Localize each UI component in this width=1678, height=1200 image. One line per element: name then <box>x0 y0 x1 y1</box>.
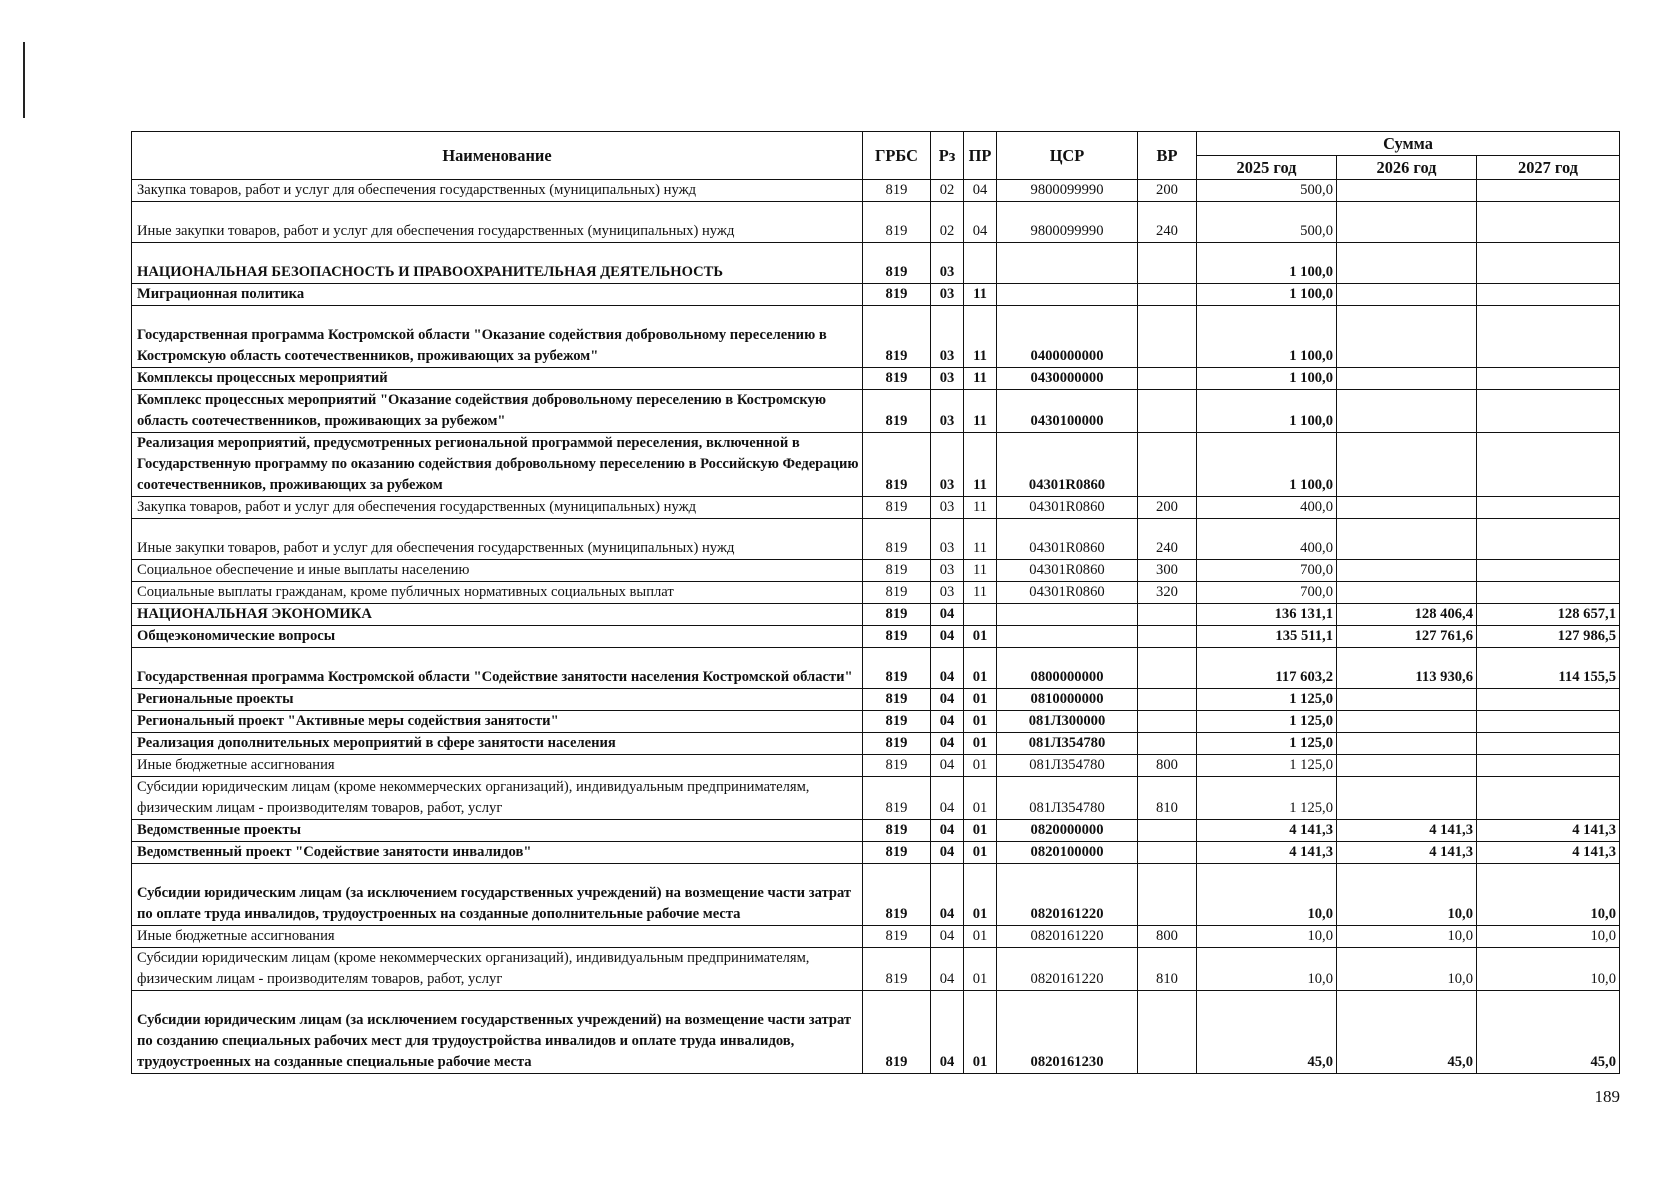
cell-vr <box>1138 243 1197 284</box>
cell-rz: 03 <box>931 284 964 306</box>
cell-2026 <box>1337 560 1477 582</box>
cell-name: Субсидии юридическим лицам (за исключением государственных учреждений) на возмещение части затрат по созданию специальных рабочих мест для трудоустройства инвалидов и оплате труда инвалидов, трудоустроенных на созданные специальные рабочие места <box>132 991 863 1074</box>
cell-2025: 1 100,0 <box>1197 243 1337 284</box>
cell-pr: 04 <box>964 202 997 243</box>
cell-2026: 127 761,6 <box>1337 626 1477 648</box>
cell-vr: 200 <box>1138 497 1197 519</box>
cell-2025: 10,0 <box>1197 948 1337 991</box>
cell-vr: 800 <box>1138 755 1197 777</box>
table-row <box>132 842 1620 864</box>
table-row <box>132 604 1620 626</box>
cell-csr: 0430100000 <box>997 390 1138 433</box>
table-row <box>132 626 1620 648</box>
cell-2026: 10,0 <box>1337 864 1477 926</box>
table-row <box>132 864 1620 926</box>
table-row <box>132 689 1620 711</box>
cell-csr: 0820000000 <box>997 820 1138 842</box>
cell-2025: 135 511,1 <box>1197 626 1337 648</box>
cell-pr: 01 <box>964 733 997 755</box>
header-2027: 2027 год <box>1477 156 1620 180</box>
header-2026: 2026 год <box>1337 156 1477 180</box>
cell-grbs: 819 <box>863 560 931 582</box>
cell-grbs: 819 <box>863 497 931 519</box>
cell-2026 <box>1337 582 1477 604</box>
cell-2026 <box>1337 202 1477 243</box>
header-pr: ПР <box>964 132 997 180</box>
cell-csr: 081Л354780 <box>997 755 1138 777</box>
cell-grbs: 819 <box>863 820 931 842</box>
cell-rz: 03 <box>931 368 964 390</box>
cell-name: Ведомственные проекты <box>132 820 863 842</box>
header-vr: ВР <box>1138 132 1197 180</box>
cell-grbs: 819 <box>863 755 931 777</box>
cell-grbs: 819 <box>863 180 931 202</box>
cell-pr <box>964 604 997 626</box>
cell-rz: 02 <box>931 180 964 202</box>
cell-pr: 11 <box>964 306 997 368</box>
cell-2025: 1 100,0 <box>1197 368 1337 390</box>
cell-vr <box>1138 733 1197 755</box>
cell-csr: 0430000000 <box>997 368 1138 390</box>
cell-name: Ведомственный проект "Содействие занятости инвалидов" <box>132 842 863 864</box>
cell-vr <box>1138 390 1197 433</box>
cell-grbs: 819 <box>863 948 931 991</box>
cell-2026: 10,0 <box>1337 948 1477 991</box>
cell-2025: 1 125,0 <box>1197 733 1337 755</box>
cell-2025: 1 100,0 <box>1197 433 1337 497</box>
table-row <box>132 926 1620 948</box>
cell-2025: 4 141,3 <box>1197 820 1337 842</box>
cell-csr: 0820161220 <box>997 948 1138 991</box>
cell-name: Комплексы процессных мероприятий <box>132 368 863 390</box>
cell-2026: 4 141,3 <box>1337 820 1477 842</box>
cell-vr <box>1138 604 1197 626</box>
cell-vr <box>1138 689 1197 711</box>
cell-2025: 117 603,2 <box>1197 648 1337 689</box>
cell-2026 <box>1337 755 1477 777</box>
table-row <box>132 202 1620 243</box>
cell-csr <box>997 284 1138 306</box>
cell-name: Государственная программа Костромской области "Содействие занятости населения Костромской области" <box>132 648 863 689</box>
cell-2027 <box>1477 777 1620 820</box>
table-body <box>132 180 1620 1074</box>
cell-2027: 4 141,3 <box>1477 820 1620 842</box>
cell-name: Закупка товаров, работ и услуг для обеспечения государственных (муниципальных) нужд <box>132 180 863 202</box>
cell-csr: 0400000000 <box>997 306 1138 368</box>
cell-csr: 9800099990 <box>997 180 1138 202</box>
cell-rz: 04 <box>931 648 964 689</box>
cell-vr <box>1138 842 1197 864</box>
cell-rz: 03 <box>931 519 964 560</box>
cell-name: Реализация дополнительных мероприятий в сфере занятости населения <box>132 733 863 755</box>
cell-2025: 700,0 <box>1197 560 1337 582</box>
table-row <box>132 243 1620 284</box>
cell-rz: 04 <box>931 733 964 755</box>
cell-2026 <box>1337 519 1477 560</box>
cell-pr: 01 <box>964 842 997 864</box>
cell-vr <box>1138 820 1197 842</box>
cell-rz: 04 <box>931 842 964 864</box>
table-row <box>132 711 1620 733</box>
header-sum: Сумма <box>1197 132 1620 156</box>
cell-pr: 01 <box>964 648 997 689</box>
table-row <box>132 519 1620 560</box>
cell-grbs: 819 <box>863 306 931 368</box>
cell-2026 <box>1337 433 1477 497</box>
cell-2026 <box>1337 180 1477 202</box>
cell-2026 <box>1337 689 1477 711</box>
cell-rz: 04 <box>931 711 964 733</box>
cell-csr: 9800099990 <box>997 202 1138 243</box>
margin-mark <box>23 42 25 118</box>
cell-vr <box>1138 711 1197 733</box>
cell-vr: 200 <box>1138 180 1197 202</box>
cell-2027 <box>1477 582 1620 604</box>
cell-name: Субсидии юридическим лицам (за исключением государственных учреждений) на возмещение части затрат по оплате труда инвалидов, трудоустроенных на созданные дополнительные рабочие места <box>132 864 863 926</box>
cell-pr: 01 <box>964 864 997 926</box>
header-csr: ЦСР <box>997 132 1138 180</box>
cell-2026: 45,0 <box>1337 991 1477 1074</box>
cell-grbs: 819 <box>863 648 931 689</box>
cell-csr: 04301R0860 <box>997 497 1138 519</box>
cell-2025: 10,0 <box>1197 864 1337 926</box>
cell-grbs: 819 <box>863 433 931 497</box>
cell-vr <box>1138 864 1197 926</box>
cell-2025: 500,0 <box>1197 180 1337 202</box>
cell-2027: 114 155,5 <box>1477 648 1620 689</box>
cell-2026 <box>1337 390 1477 433</box>
cell-name: Субсидии юридическим лицам (кроме некоммерческих организаций), индивидуальным предпринимателям, физическим лицам - производителям товаров, работ, услуг <box>132 948 863 991</box>
cell-csr <box>997 626 1138 648</box>
cell-2027 <box>1477 433 1620 497</box>
table-row <box>132 368 1620 390</box>
cell-2025: 700,0 <box>1197 582 1337 604</box>
cell-2026 <box>1337 368 1477 390</box>
cell-2027 <box>1477 180 1620 202</box>
cell-csr: 0820161230 <box>997 991 1138 1074</box>
cell-2026 <box>1337 497 1477 519</box>
cell-name: НАЦИОНАЛЬНАЯ БЕЗОПАСНОСТЬ И ПРАВООХРАНИТЕЛЬНАЯ ДЕЯТЕЛЬНОСТЬ <box>132 243 863 284</box>
cell-vr <box>1138 368 1197 390</box>
cell-2025: 1 100,0 <box>1197 390 1337 433</box>
cell-rz: 03 <box>931 582 964 604</box>
cell-vr: 320 <box>1138 582 1197 604</box>
cell-grbs: 819 <box>863 991 931 1074</box>
cell-grbs: 819 <box>863 519 931 560</box>
cell-2027: 10,0 <box>1477 864 1620 926</box>
cell-vr: 240 <box>1138 202 1197 243</box>
cell-grbs: 819 <box>863 926 931 948</box>
cell-pr: 01 <box>964 820 997 842</box>
cell-2026: 113 930,6 <box>1337 648 1477 689</box>
cell-grbs: 819 <box>863 202 931 243</box>
cell-grbs: 819 <box>863 604 931 626</box>
cell-pr: 11 <box>964 368 997 390</box>
cell-2026 <box>1337 777 1477 820</box>
cell-vr <box>1138 991 1197 1074</box>
cell-name: Региональные проекты <box>132 689 863 711</box>
cell-name: Миграционная политика <box>132 284 863 306</box>
cell-2027: 4 141,3 <box>1477 842 1620 864</box>
table-row <box>132 497 1620 519</box>
cell-2025: 136 131,1 <box>1197 604 1337 626</box>
cell-2025: 1 125,0 <box>1197 689 1337 711</box>
cell-2025: 500,0 <box>1197 202 1337 243</box>
table-row <box>132 948 1620 991</box>
table-row <box>132 777 1620 820</box>
cell-name: Комплекс процессных мероприятий "Оказание содействия добровольному переселению в Костромскую область соотечественников, проживающих за рубежом" <box>132 390 863 433</box>
cell-vr <box>1138 433 1197 497</box>
cell-2027: 45,0 <box>1477 991 1620 1074</box>
cell-2027 <box>1477 733 1620 755</box>
cell-rz: 03 <box>931 560 964 582</box>
cell-2027: 10,0 <box>1477 948 1620 991</box>
table-row <box>132 306 1620 368</box>
table-row <box>132 991 1620 1074</box>
cell-pr: 11 <box>964 497 997 519</box>
cell-vr: 300 <box>1138 560 1197 582</box>
cell-grbs: 819 <box>863 582 931 604</box>
cell-name: Социальное обеспечение и иные выплаты населению <box>132 560 863 582</box>
cell-csr: 04301R0860 <box>997 433 1138 497</box>
cell-rz: 04 <box>931 689 964 711</box>
cell-2026: 128 406,4 <box>1337 604 1477 626</box>
cell-csr: 0800000000 <box>997 648 1138 689</box>
cell-name: Иные бюджетные ассигнования <box>132 755 863 777</box>
cell-csr: 04301R0860 <box>997 560 1138 582</box>
cell-csr: 0820161220 <box>997 864 1138 926</box>
cell-pr: 01 <box>964 755 997 777</box>
cell-grbs: 819 <box>863 777 931 820</box>
cell-2025: 1 125,0 <box>1197 711 1337 733</box>
cell-2027: 128 657,1 <box>1477 604 1620 626</box>
cell-grbs: 819 <box>863 689 931 711</box>
table-row <box>132 755 1620 777</box>
budget-table <box>131 131 1620 1074</box>
cell-grbs: 819 <box>863 711 931 733</box>
cell-rz: 04 <box>931 948 964 991</box>
table-row <box>132 733 1620 755</box>
cell-name: Иные закупки товаров, работ и услуг для обеспечения государственных (муниципальных) нужд <box>132 202 863 243</box>
cell-csr: 04301R0860 <box>997 519 1138 560</box>
header-rz: Рз <box>931 132 964 180</box>
cell-pr: 01 <box>964 926 997 948</box>
cell-rz: 04 <box>931 991 964 1074</box>
cell-rz: 03 <box>931 243 964 284</box>
header-2025: 2025 год <box>1197 156 1337 180</box>
cell-2026: 4 141,3 <box>1337 842 1477 864</box>
cell-grbs: 819 <box>863 842 931 864</box>
cell-2027 <box>1477 284 1620 306</box>
cell-pr: 04 <box>964 180 997 202</box>
cell-2025: 400,0 <box>1197 519 1337 560</box>
cell-grbs: 819 <box>863 733 931 755</box>
cell-2027 <box>1477 390 1620 433</box>
cell-2026 <box>1337 306 1477 368</box>
cell-2026: 10,0 <box>1337 926 1477 948</box>
cell-pr: 11 <box>964 582 997 604</box>
cell-grbs: 819 <box>863 284 931 306</box>
cell-2027 <box>1477 306 1620 368</box>
cell-rz: 04 <box>931 820 964 842</box>
cell-rz: 03 <box>931 390 964 433</box>
cell-pr: 01 <box>964 711 997 733</box>
cell-rz: 04 <box>931 926 964 948</box>
cell-name: Субсидии юридическим лицам (кроме некоммерческих организаций), индивидуальным предпринимателям, физическим лицам - производителям товаров, работ, услуг <box>132 777 863 820</box>
cell-vr <box>1138 626 1197 648</box>
cell-csr: 081Л354780 <box>997 777 1138 820</box>
cell-pr: 11 <box>964 433 997 497</box>
cell-2025: 1 100,0 <box>1197 306 1337 368</box>
table-row <box>132 284 1620 306</box>
cell-2027 <box>1477 497 1620 519</box>
table-row <box>132 820 1620 842</box>
cell-2027 <box>1477 560 1620 582</box>
cell-2025: 400,0 <box>1197 497 1337 519</box>
cell-pr: 01 <box>964 626 997 648</box>
cell-pr: 01 <box>964 777 997 820</box>
cell-name: Иные закупки товаров, работ и услуг для обеспечения государственных (муниципальных) нужд <box>132 519 863 560</box>
cell-csr: 0810000000 <box>997 689 1138 711</box>
cell-csr: 0820100000 <box>997 842 1138 864</box>
table-row <box>132 180 1620 202</box>
cell-pr: 11 <box>964 519 997 560</box>
cell-pr: 11 <box>964 390 997 433</box>
cell-rz: 04 <box>931 777 964 820</box>
cell-name: Реализация мероприятий, предусмотренных региональной программой переселения, включенной в Государственную программу по оказанию содействия добровольному переселению в Российскую Федерацию соотечественников, проживающих за рубежом <box>132 433 863 497</box>
cell-grbs: 819 <box>863 626 931 648</box>
cell-vr: 810 <box>1138 948 1197 991</box>
cell-2025: 1 125,0 <box>1197 755 1337 777</box>
cell-2027 <box>1477 755 1620 777</box>
cell-rz: 04 <box>931 626 964 648</box>
cell-name: Социальные выплаты гражданам, кроме публичных нормативных социальных выплат <box>132 582 863 604</box>
cell-vr: 240 <box>1138 519 1197 560</box>
cell-csr <box>997 604 1138 626</box>
cell-rz: 04 <box>931 604 964 626</box>
cell-2027 <box>1477 519 1620 560</box>
table-row <box>132 560 1620 582</box>
cell-grbs: 819 <box>863 368 931 390</box>
cell-rz: 02 <box>931 202 964 243</box>
cell-csr: 081Л354780 <box>997 733 1138 755</box>
cell-2026 <box>1337 243 1477 284</box>
table-row <box>132 582 1620 604</box>
cell-rz: 03 <box>931 497 964 519</box>
cell-csr: 0820161220 <box>997 926 1138 948</box>
cell-grbs: 819 <box>863 390 931 433</box>
cell-2027 <box>1477 711 1620 733</box>
cell-vr <box>1138 306 1197 368</box>
cell-2025: 45,0 <box>1197 991 1337 1074</box>
cell-vr <box>1138 284 1197 306</box>
cell-2025: 4 141,3 <box>1197 842 1337 864</box>
cell-rz: 04 <box>931 864 964 926</box>
cell-2027 <box>1477 202 1620 243</box>
table-row <box>132 648 1620 689</box>
cell-name: Государственная программа Костромской области "Оказание содействия добровольному переселению в Костромскую область соотечественников, проживающих за рубежом" <box>132 306 863 368</box>
cell-2027 <box>1477 689 1620 711</box>
cell-2027 <box>1477 243 1620 284</box>
cell-pr: 11 <box>964 560 997 582</box>
cell-pr: 01 <box>964 948 997 991</box>
cell-2025: 1 125,0 <box>1197 777 1337 820</box>
cell-name: Общеэкономические вопросы <box>132 626 863 648</box>
cell-grbs: 819 <box>863 243 931 284</box>
cell-name: Закупка товаров, работ и услуг для обеспечения государственных (муниципальных) нужд <box>132 497 863 519</box>
cell-csr: 04301R0860 <box>997 582 1138 604</box>
cell-rz: 03 <box>931 433 964 497</box>
cell-2025: 10,0 <box>1197 926 1337 948</box>
cell-2025: 1 100,0 <box>1197 284 1337 306</box>
page-number: 189 <box>1594 1087 1620 1106</box>
cell-grbs: 819 <box>863 864 931 926</box>
cell-2026 <box>1337 284 1477 306</box>
cell-2027: 10,0 <box>1477 926 1620 948</box>
table-row <box>132 390 1620 433</box>
table-row <box>132 433 1620 497</box>
cell-vr: 810 <box>1138 777 1197 820</box>
cell-csr <box>997 243 1138 284</box>
cell-name: НАЦИОНАЛЬНАЯ ЭКОНОМИКА <box>132 604 863 626</box>
header-name: Наименование <box>132 132 863 180</box>
cell-name: Иные бюджетные ассигнования <box>132 926 863 948</box>
cell-pr: 01 <box>964 991 997 1074</box>
cell-pr: 11 <box>964 284 997 306</box>
header-grbs: ГРБС <box>863 132 931 180</box>
cell-pr: 01 <box>964 689 997 711</box>
cell-rz: 04 <box>931 755 964 777</box>
cell-vr <box>1138 648 1197 689</box>
cell-csr: 081Л300000 <box>997 711 1138 733</box>
cell-vr: 800 <box>1138 926 1197 948</box>
cell-2026 <box>1337 711 1477 733</box>
cell-2027: 127 986,5 <box>1477 626 1620 648</box>
cell-pr <box>964 243 997 284</box>
cell-name: Региональный проект "Активные меры содействия занятости" <box>132 711 863 733</box>
cell-rz: 03 <box>931 306 964 368</box>
cell-2026 <box>1337 733 1477 755</box>
cell-2027 <box>1477 368 1620 390</box>
